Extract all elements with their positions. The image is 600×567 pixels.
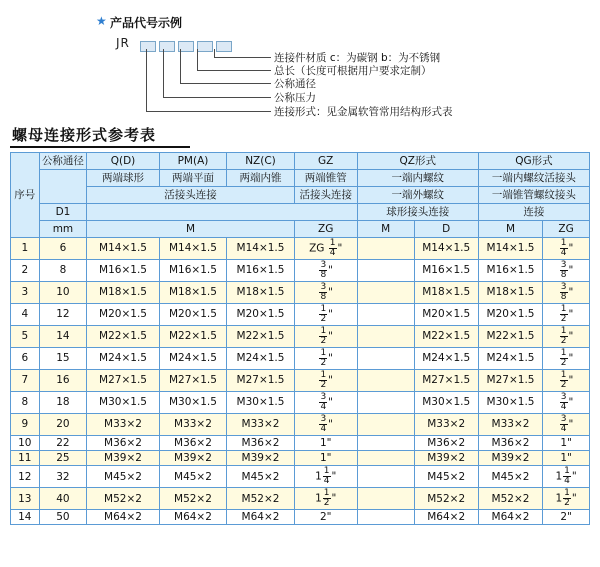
section-underline — [10, 146, 190, 148]
row-qz-m — [357, 348, 414, 370]
table-header-row-5 — [11, 221, 590, 238]
header-sub-nzc: 两端内锥 — [227, 170, 295, 187]
row-seq: 11 — [11, 451, 40, 466]
row-gz: $\frac{3}{4}$ " — [294, 414, 357, 436]
row-qd: M64×2 — [87, 510, 159, 525]
row-qg-zg: $\frac{1}{2}$ " — [543, 304, 590, 326]
row-qg-zg: $\frac{3}{8}$ " — [543, 260, 590, 282]
row-seq: 10 — [11, 436, 40, 451]
row-nzc: M39×2 — [227, 451, 295, 466]
header-group-qz: QZ形式 — [357, 153, 478, 170]
row-seq: 3 — [11, 282, 40, 304]
row-qg-zg: $\frac{3}{4}$ " — [543, 414, 590, 436]
row-pma: M27×1.5 — [159, 370, 227, 392]
header-group-qd: Q(D) — [87, 153, 159, 170]
row-qz-d: M45×2 — [414, 466, 478, 488]
row-gz: 1" — [294, 451, 357, 466]
row-qg-m: M24×1.5 — [478, 348, 542, 370]
leader-v-1 — [146, 49, 147, 111]
header-sub-qz: 一端内螺纹 — [357, 170, 478, 187]
row-pma: M39×2 — [159, 451, 227, 466]
row-pma: M14×1.5 — [159, 238, 227, 260]
row-pma: M30×1.5 — [159, 392, 227, 414]
header-unit-qz-d: D — [414, 221, 478, 238]
header-d1: D1 — [39, 204, 87, 221]
row-qd: M39×2 — [87, 451, 159, 466]
row-qg-zg: $\frac{1}{2}$ " — [543, 370, 590, 392]
header-group-pma: PM(A) — [159, 153, 227, 170]
row-seq: 8 — [11, 392, 40, 414]
legend-label-connection: 连接形式：见金属软管常用结构形式表 — [274, 106, 453, 118]
row-qg-m: M27×1.5 — [478, 370, 542, 392]
star-icon: ★ — [96, 14, 107, 28]
row-gz: 1 $\frac{1}{2}$ " — [294, 488, 357, 510]
header-row3-qz: 一端外螺纹 — [357, 187, 478, 204]
code-box-5 — [216, 41, 232, 52]
table-row — [11, 510, 590, 525]
row-qd: M52×2 — [87, 488, 159, 510]
row-qd: M30×1.5 — [87, 392, 159, 414]
code-boxes — [140, 39, 235, 52]
row-nzc: M22×1.5 — [227, 326, 295, 348]
header-unit: mm — [39, 221, 87, 238]
header-unit-m: M — [87, 221, 294, 238]
header-unit-qg-m: M — [478, 221, 542, 238]
row-nzc: M14×1.5 — [227, 238, 295, 260]
row-seq: 13 — [11, 488, 40, 510]
row-qz-m — [357, 392, 414, 414]
row-qg-m: M64×2 — [478, 510, 542, 525]
leader-h-1 — [214, 57, 271, 58]
row-qg-m: M16×1.5 — [478, 260, 542, 282]
row-seq: 4 — [11, 304, 40, 326]
table-row — [11, 304, 590, 326]
row-qz-m — [357, 238, 414, 260]
row-qg-zg: $\frac{3}{8}$ " — [543, 282, 590, 304]
table-row — [11, 370, 590, 392]
table-row — [11, 488, 590, 510]
row-qg-m: M18×1.5 — [478, 282, 542, 304]
table-body — [11, 238, 590, 525]
row-qd: M33×2 — [87, 414, 159, 436]
header-row3-left: 活接头连接 — [87, 187, 294, 204]
row-seq: 7 — [11, 370, 40, 392]
table-header-row-4 — [11, 204, 590, 221]
table-header-row-3 — [11, 187, 590, 204]
row-pma: M20×1.5 — [159, 304, 227, 326]
row-qg-m: M36×2 — [478, 436, 542, 451]
table-header-row-1 — [11, 153, 590, 170]
code-box-1 — [140, 41, 156, 52]
row-pma: M64×2 — [159, 510, 227, 525]
table-header-row-2 — [11, 170, 590, 187]
row-qz-m — [357, 488, 414, 510]
product-code-legend — [0, 0, 600, 118]
row-dn: 22 — [39, 436, 87, 451]
row-qz-m — [357, 466, 414, 488]
leader-v-2 — [163, 49, 164, 97]
row-nzc: M20×1.5 — [227, 304, 295, 326]
row-gz: 1 $\frac{1}{4}$ " — [294, 466, 357, 488]
table-row — [11, 392, 590, 414]
row-nzc: M24×1.5 — [227, 348, 295, 370]
row-qz-m — [357, 451, 414, 466]
row-qz-d: M36×2 — [414, 436, 478, 451]
row-qz-d: M16×1.5 — [414, 260, 478, 282]
row-qd: M14×1.5 — [87, 238, 159, 260]
legend-label-length: 总长（长度可根据用户要求定制） — [274, 65, 432, 77]
row-qg-m: M22×1.5 — [478, 326, 542, 348]
row-qz-d: M24×1.5 — [414, 348, 478, 370]
header-sub-qg: 一端内螺纹活接头 — [478, 170, 589, 187]
table-row — [11, 466, 590, 488]
row-qg-m: M45×2 — [478, 466, 542, 488]
row-qz-m — [357, 282, 414, 304]
row-gz: $\frac{3}{8}$ " — [294, 282, 357, 304]
row-pma: M45×2 — [159, 466, 227, 488]
row-seq: 9 — [11, 414, 40, 436]
header-group-nzc: NZ(C) — [227, 153, 295, 170]
row-qz-d: M14×1.5 — [414, 238, 478, 260]
row-qz-m — [357, 304, 414, 326]
row-qg-m: M33×2 — [478, 414, 542, 436]
row-qd: M45×2 — [87, 466, 159, 488]
row-nzc: M18×1.5 — [227, 282, 295, 304]
row-pma: M16×1.5 — [159, 260, 227, 282]
row-qd: M22×1.5 — [87, 326, 159, 348]
header-dn: 公称通径 — [39, 153, 87, 170]
row-qg-zg: 1 $\frac{1}{4}$ " — [543, 466, 590, 488]
leader-h-3 — [180, 83, 271, 84]
header-seq-label: 序号 — [14, 188, 36, 201]
header-row4-blank — [87, 204, 357, 221]
row-gz: $\frac{1}{2}$ " — [294, 370, 357, 392]
table-row — [11, 451, 590, 466]
legend-prefix: JR — [116, 36, 130, 50]
row-dn: 6 — [39, 238, 87, 260]
code-box-2 — [159, 41, 175, 52]
row-qg-m: M30×1.5 — [478, 392, 542, 414]
row-qg-m: M14×1.5 — [478, 238, 542, 260]
row-qg-zg: $\frac{1}{2}$ " — [543, 348, 590, 370]
row-dn: 20 — [39, 414, 87, 436]
table-row — [11, 348, 590, 370]
legend-title: 产品代号示例 — [110, 16, 183, 30]
leader-h-2 — [197, 70, 271, 71]
row-qz-m — [357, 414, 414, 436]
row-gz: ZG $\frac{1}{4}$ " — [294, 238, 357, 260]
code-box-4 — [197, 41, 213, 52]
row-nzc: M64×2 — [227, 510, 295, 525]
row-qg-zg: $\frac{1}{2}$ " — [543, 326, 590, 348]
row-nzc: M36×2 — [227, 436, 295, 451]
row-qz-d: M20×1.5 — [414, 304, 478, 326]
row-dn: 32 — [39, 466, 87, 488]
row-dn: 40 — [39, 488, 87, 510]
row-qg-m: M52×2 — [478, 488, 542, 510]
row-seq: 5 — [11, 326, 40, 348]
row-qz-m — [357, 370, 414, 392]
row-qg-m: M20×1.5 — [478, 304, 542, 326]
row-nzc: M52×2 — [227, 488, 295, 510]
row-qg-zg: 1 $\frac{1}{2}$ " — [543, 488, 590, 510]
row-qd: M36×2 — [87, 436, 159, 451]
row-qd: M20×1.5 — [87, 304, 159, 326]
row-qz-d: M33×2 — [414, 414, 478, 436]
row-pma: M52×2 — [159, 488, 227, 510]
legend-label-pn: 公称压力 — [274, 92, 316, 104]
header-row3-qg: 一端锥管螺纹接头 — [478, 187, 589, 204]
row-gz: $\frac{1}{2}$ " — [294, 304, 357, 326]
header-seq — [11, 153, 40, 238]
row-dn: 10 — [39, 282, 87, 304]
row-qz-d: M52×2 — [414, 488, 478, 510]
section-title: 螺母连接形式参考表 — [12, 126, 157, 144]
row-gz: $\frac{3}{4}$ " — [294, 392, 357, 414]
header-unit-qz-m: M — [357, 221, 414, 238]
row-qg-m: M39×2 — [478, 451, 542, 466]
row-qz-m — [357, 326, 414, 348]
row-pma: M36×2 — [159, 436, 227, 451]
header-sub-qd: 两端球形 — [87, 170, 159, 187]
row-qd: M24×1.5 — [87, 348, 159, 370]
row-qg-zg: 2" — [543, 510, 590, 525]
row-qz-d: M18×1.5 — [414, 282, 478, 304]
row-gz: $\frac{3}{8}$ " — [294, 260, 357, 282]
row-dn: 14 — [39, 326, 87, 348]
row-qz-d: M22×1.5 — [414, 326, 478, 348]
legend-label-dn: 公称通径 — [274, 78, 316, 90]
table-row — [11, 326, 590, 348]
row-pma: M24×1.5 — [159, 348, 227, 370]
row-nzc: M33×2 — [227, 414, 295, 436]
table-row — [11, 414, 590, 436]
row-dn: 16 — [39, 370, 87, 392]
row-dn: 15 — [39, 348, 87, 370]
row-dn: 18 — [39, 392, 87, 414]
leader-v-4 — [197, 49, 198, 70]
row-nzc: M30×1.5 — [227, 392, 295, 414]
row-pma: M22×1.5 — [159, 326, 227, 348]
row-qg-zg: $\frac{3}{4}$ " — [543, 392, 590, 414]
header-sub-gz: 两端锥管 — [294, 170, 357, 187]
row-qd: M16×1.5 — [87, 260, 159, 282]
row-gz: 1" — [294, 436, 357, 451]
row-seq: 6 — [11, 348, 40, 370]
row-pma: M18×1.5 — [159, 282, 227, 304]
row-pma: M33×2 — [159, 414, 227, 436]
legend-label-material: 连接件材质 c：为碳钢 b：为不锈钢 — [274, 52, 441, 64]
row-qg-zg: $\frac{1}{4}$ " — [543, 238, 590, 260]
header-unit-zg: ZG — [294, 221, 357, 238]
nut-connection-table — [10, 152, 590, 525]
leader-v-3 — [180, 49, 181, 83]
table-row — [11, 238, 590, 260]
header-group-gz: GZ — [294, 153, 357, 170]
row-dn: 50 — [39, 510, 87, 525]
leader-h-5 — [146, 111, 271, 112]
leader-h-4 — [163, 97, 271, 98]
row-qz-d: M27×1.5 — [414, 370, 478, 392]
row-gz: 2" — [294, 510, 357, 525]
row-qg-zg: 1" — [543, 451, 590, 466]
row-dn: 12 — [39, 304, 87, 326]
row-dn: 8 — [39, 260, 87, 282]
row-qz-m — [357, 510, 414, 525]
row-nzc: M16×1.5 — [227, 260, 295, 282]
row-seq: 1 — [11, 238, 40, 260]
header-unit-qg-zg: ZG — [543, 221, 590, 238]
row-qz-d: M39×2 — [414, 451, 478, 466]
header-row4-qz: 球形接头连接 — [357, 204, 478, 221]
table-row — [11, 436, 590, 451]
row-nzc: M45×2 — [227, 466, 295, 488]
table-row — [11, 260, 590, 282]
row-qz-d: M30×1.5 — [414, 392, 478, 414]
table-head — [11, 153, 590, 238]
row-gz: $\frac{1}{2}$ " — [294, 326, 357, 348]
header-row4-qg: 连接 — [478, 204, 589, 221]
leader-v-5 — [214, 49, 215, 57]
table-row — [11, 282, 590, 304]
row-seq: 2 — [11, 260, 40, 282]
row-qd: M27×1.5 — [87, 370, 159, 392]
header-group-qg: QG形式 — [478, 153, 589, 170]
row-seq: 12 — [11, 466, 40, 488]
row-qg-zg: 1" — [543, 436, 590, 451]
row-seq: 14 — [11, 510, 40, 525]
row-qd: M18×1.5 — [87, 282, 159, 304]
header-sub-pma: 两端平面 — [159, 170, 227, 187]
row-dn: 25 — [39, 451, 87, 466]
row-qz-d: M64×2 — [414, 510, 478, 525]
row-qz-m — [357, 436, 414, 451]
row-qz-m — [357, 260, 414, 282]
row-nzc: M27×1.5 — [227, 370, 295, 392]
header-row3-gz: 活接头连接 — [294, 187, 357, 204]
row-gz: $\frac{1}{2}$ " — [294, 348, 357, 370]
header-dn-merge — [39, 170, 87, 204]
